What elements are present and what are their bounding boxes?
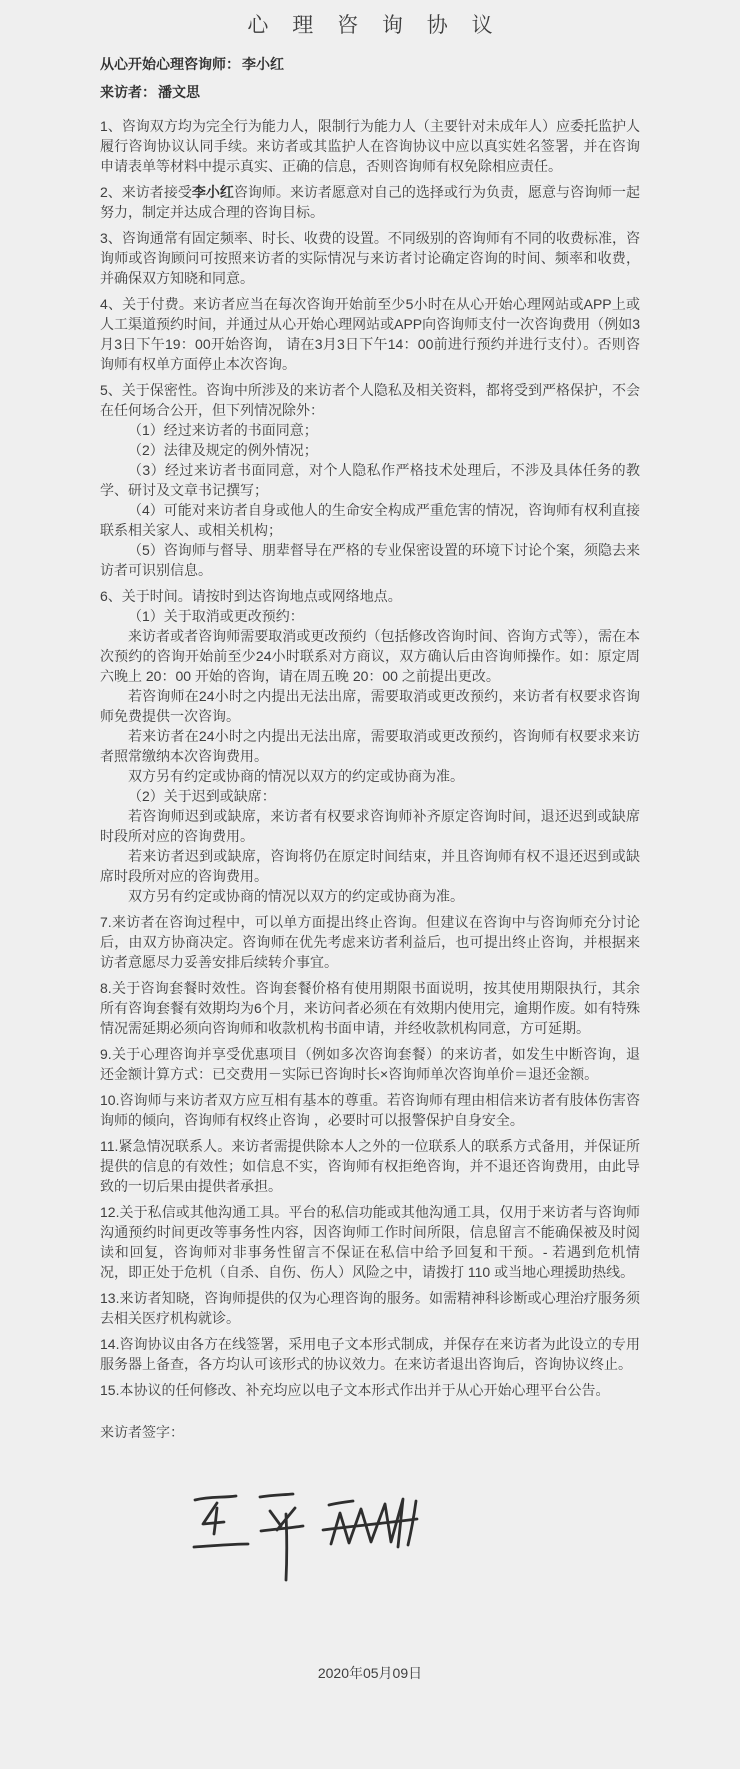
- clause-paragraph: 4、关于付费。来访者应当在每次咨询开始前至少5小时在从心开始心理网站或APP上或人工渠道预约时间，并通过从心开始心理网站或APP向咨询师支付一次咨询费用（例如3月3日下午19：00开始咨询， 请在3月3日下午14：00前进行预约并进行支付）。否则咨询师有权单方面停止本次咨询。: [100, 296, 640, 372]
- counselor-label: 从心开始心理咨询师：: [100, 56, 240, 72]
- signature-date: 2020年05月09日: [317, 1665, 423, 1681]
- clause-subparagraph: （1）经过来访者的书面同意；: [128, 422, 318, 438]
- clause-paragraph: 1、咨询双方均为完全行为能力人，限制行为能力人（主要针对未成年人）应委托监护人履行咨询协议认同手续。来访者或其监护人在咨询协议中应以真实姓名签署，并在咨询申请表单等材料中提示真实、正确的信息，否则咨询师有权免除相应责任。: [100, 118, 640, 174]
- clause-paragraph: 12.关于私信或其他沟通工具。平台的私信功能或其他沟通工具，仅用于来访者与咨询师沟通预约时间更改等事务性内容，因咨询师工作时间所限，信息留言不能确保被及时阅读和回复，咨询师对非事务性留言不保证在私信中给予回复和干预。- 若遇到危机情况，即正处于危机（自杀、自伤、伤人）风险之中，请拨打 110 或当地心理援助热线。: [100, 1204, 640, 1280]
- clause-subparagraph: （4）可能对来访者自身或他人的生命安全构成严重危害的情况，咨询师有权利直接联系相关家人、或相关机构；: [100, 502, 640, 538]
- clause-subparagraph: 若来访者迟到或缺席，咨询将仍在原定时间结束，并且咨询师有权不退还迟到或缺席时段所对应的咨询费用。: [100, 848, 640, 884]
- clause-paragraph: 5、关于保密性。咨询中所涉及的来访者个人隐私及相关资料，都将受到严格保护，不会在任何场合公开，但下列情况除外：: [100, 382, 640, 418]
- clause-paragraph: 13.来访者知晓，咨询师提供的仅为心理咨询的服务。如需精神科诊断或心理治疗服务须去相关医疗机构就诊。: [100, 1290, 640, 1326]
- counselor-name: 李小红: [242, 56, 284, 72]
- clause-subparagraph: 双方另有约定或协商的情况以双方的约定或协商为准。: [128, 768, 464, 784]
- clause-paragraph: 6、关于时间。请按时到达咨询地点或网络地点。: [100, 588, 402, 604]
- clause-subparagraph: （3）经过来访者书面同意，对个人隐私作严格技术处理后，不涉及具体任务的教学、研讨及文章书记撰写；: [100, 462, 640, 498]
- clause-paragraph: 11.紧急情况联系人。来访者需提供除本人之外的一位联系人的联系方式备用，并保证所提供的信息的有效性；如信息不实，咨询师有权拒绝咨询，并不退还咨询费用，由此导致的一切后果由提供者承担。: [100, 1138, 640, 1194]
- agreement-body: [100, 116, 640, 1400]
- clause-paragraph: 9.关于心理咨询并享受优惠项目（例如多次咨询套餐）的来访者，如发生中断咨询，退还金额计算方式：已交费用－实际已咨询时长×咨询师单次咨询单价＝退还金额。: [100, 1046, 640, 1082]
- handwritten-signature-icon: [190, 1487, 448, 1589]
- clause-subparagraph: 来访者或者咨询师需要取消或更改预约（包括修改咨询时间、咨询方式等），需在本次预约的咨询开始前至少24小时联系对方商议，双方确认后由咨询师操作。如：原定周六晚上 20：00 开始的咨询，请在周五晚 20：00 之前提出更改。: [100, 628, 640, 684]
- clause-subparagraph: 双方另有约定或协商的情况以双方的约定或协商为准。: [128, 888, 464, 904]
- signature-area: [190, 1487, 640, 1632]
- clause-subparagraph: 若咨询师迟到或缺席，来访者有权要求咨询师补齐原定咨询时间，退还迟到或缺席时段所对应的咨询费用。: [100, 808, 640, 844]
- page-title: 心 理 咨 询 协 议: [247, 14, 502, 37]
- clause-subparagraph: 若来访者在24小时之内提出无法出席，需要取消或更改预约，咨询师有权要求来访者照常缴纳本次咨询费用。: [100, 728, 640, 764]
- clause-paragraph: 14.咨询协议由各方在线签署，采用电子文本形式制成，并保存在来访者为此设立的专用服务器上备查，各方均认可该形式的协议效力。在来访者退出咨询后，咨询协议终止。: [100, 1336, 640, 1372]
- clause-paragraph: 2、来访者接受李小红咨询师。来访者愿意对自己的选择或行为负责，愿意与咨询师一起努力，制定并达成合理的咨询目标。: [100, 184, 641, 220]
- clause-subparagraph: （5）咨询师与督导、朋辈督导在严格的专业保密设置的环境下讨论个案，须隐去来访者可识别信息。: [100, 542, 640, 578]
- clause-paragraph: 15.本协议的任何修改、补充均应以电子文本形式作出并于从心开始心理平台公告。: [100, 1382, 610, 1398]
- clause-subparagraph: （1）关于取消或更改预约：: [128, 608, 304, 624]
- counselor-line: [100, 54, 640, 74]
- visitor-label: 来访者：: [100, 84, 156, 100]
- visitor-name: 潘文思: [158, 84, 200, 100]
- clause-paragraph: 8.关于咨询套餐时效性。咨询套餐价格有使用期限书面说明，按其使用期限执行，其余所有咨询套餐有效期均为6个月，来访问者必须在有效期内使用完，逾期作废。如有特殊情况需延期必须向咨询师和收款机构书面申请，并经收款机构同意，方可延期。: [100, 980, 640, 1036]
- clause-paragraph: 3、咨询通常有固定频率、时长、收费的设置。不同级别的咨询师有不同的收费标准，咨询师或咨询顾问可按照来访者的实际情况与来访者讨论确定咨询的时间、频率和收费，并确保双方知晓和同意。: [100, 230, 640, 286]
- clause-subparagraph: （2）法律及规定的例外情况；: [128, 442, 318, 458]
- clause-subparagraph: 若咨询师在24小时之内提出无法出席，需要取消或更改预约，来访者有权要求咨询师免费提供一次咨询。: [100, 688, 640, 724]
- clause-paragraph: 7.来访者在咨询过程中，可以单方面提出终止咨询。但建议在咨询中与咨询师充分讨论后，由双方协商决定。咨询师在优先考虑来访者利益后，也可提出终止咨询，并根据来访者意愿尽力妥善安排后续转介事宜。: [100, 914, 640, 970]
- clause-subparagraph: （2）关于迟到或缺席：: [128, 788, 276, 804]
- visitor-line: [100, 82, 640, 102]
- signature-label: 来访者签字：: [100, 1424, 184, 1440]
- clause-paragraph: 10.咨询师与来访者双方应互相有基本的尊重。若咨询师有理由相信来访者有肢体伤害咨询师的倾向，咨询师有权终止咨询 ，必要时可以报警保护自身安全。: [100, 1092, 640, 1128]
